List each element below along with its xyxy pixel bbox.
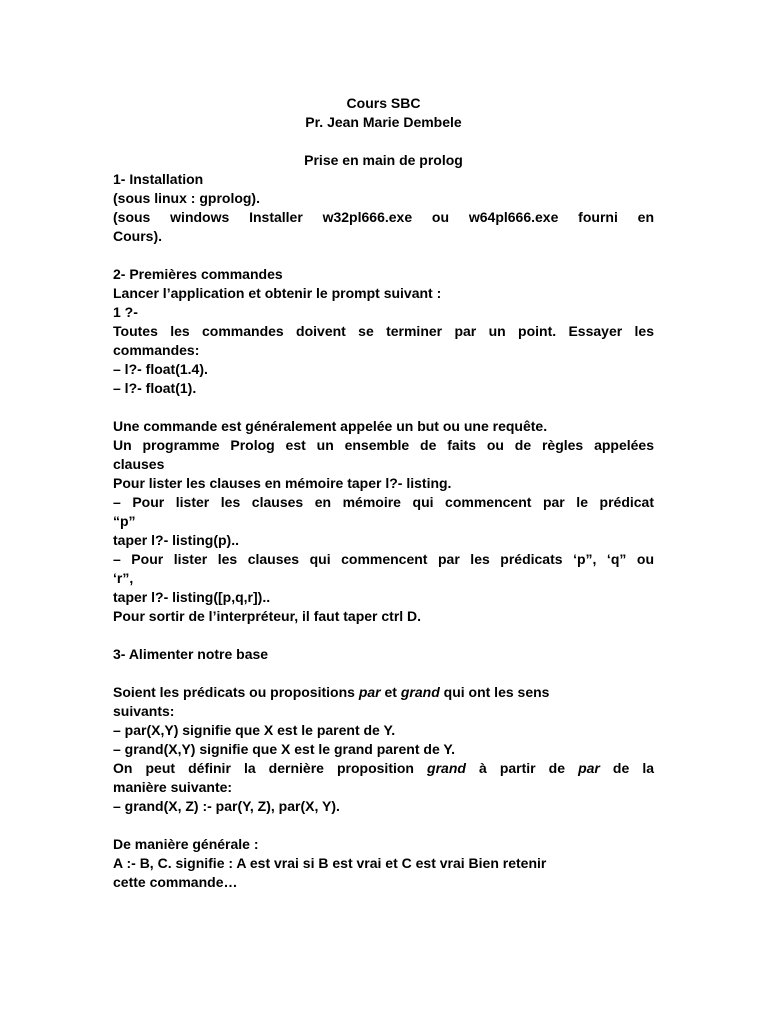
general-heading: De manière générale :	[113, 836, 259, 852]
command-2: – l?- float(1).	[113, 380, 197, 396]
all-commands-line2: commandes:	[113, 342, 200, 358]
listing-pqr-line1: – Pour lister les clauses qui commencent par les prédicats ‘p”, ‘q” ou	[113, 551, 654, 567]
install-windows-line1: (sous windows Installer w32pl666.exe ou w64pl666.exe fourni en	[113, 209, 654, 225]
section-1-heading: 1- Installation	[113, 171, 204, 187]
command-1: – l?- float(1.4).	[113, 361, 208, 377]
all-commands-line1: Toutes les commandes doivent se terminer par un point. Essayer les	[113, 323, 654, 339]
predicate-grand: grand	[400, 684, 440, 700]
predicates-line2: suivants:	[113, 703, 175, 719]
definition-grand: – grand(X,Y) signifie que X est le grand parent de Y.	[113, 741, 456, 757]
define-line1: On peut définir la dernière proposition grand à partir de par de la	[113, 760, 654, 776]
section-2-heading: 2- Premières commandes	[113, 266, 283, 282]
listing-p-line1: – Pour lister les clauses en mémoire qui commencent par le prédicat	[113, 494, 654, 510]
launch-text: Lancer l’application et obtenir le prompt suivant :	[113, 285, 442, 301]
program-line2: clauses	[113, 456, 165, 472]
meaning-line2: cette commande…	[113, 874, 238, 890]
course-title: Cours SBC	[346, 95, 421, 111]
listing-pqr-command: taper l?- listing([p,q,r])..	[113, 589, 271, 605]
document-title: Prise en main de prolog	[304, 152, 463, 168]
listing-text: Pour lister les clauses en mémoire taper l?- listing.	[113, 475, 452, 491]
listing-p-command: taper l?- listing(p)..	[113, 532, 239, 548]
exit-text: Pour sortir de l’interpréteur, il faut taper ctrl D.	[113, 608, 422, 624]
goal-text: Une commande est généralement appelée un but ou une requête.	[113, 418, 548, 434]
professor-name: Pr. Jean Marie Dembele	[305, 114, 462, 130]
prompt-text: 1 ?-	[113, 304, 138, 320]
grand-rule: – grand(X, Z) :- par(Y, Z), par(X, Y).	[113, 798, 340, 814]
predicates-line1: Soient les prédicats ou propositions par et grand qui ont les sens	[113, 684, 550, 700]
predicate-par: par	[358, 684, 381, 700]
listing-p-line2: “p”	[113, 513, 136, 529]
meaning-line1: A :- B, C. signifie : A est vrai si B est vrai et C est vrai Bien retenir	[113, 855, 547, 871]
define-line2: manière suivante:	[113, 779, 233, 795]
section-3-heading: 3- Alimenter notre base	[113, 646, 269, 662]
definition-par: – par(X,Y) signifie que X est le parent de Y.	[113, 722, 396, 738]
program-line1: Un programme Prolog est un ensemble de faits ou de règles appelées	[113, 437, 654, 453]
listing-pqr-line2: ‘r”,	[113, 570, 134, 586]
install-linux: (sous linux : gprolog).	[113, 190, 260, 206]
document-content	[113, 94, 654, 892]
install-windows-line2: Cours).	[113, 228, 162, 244]
